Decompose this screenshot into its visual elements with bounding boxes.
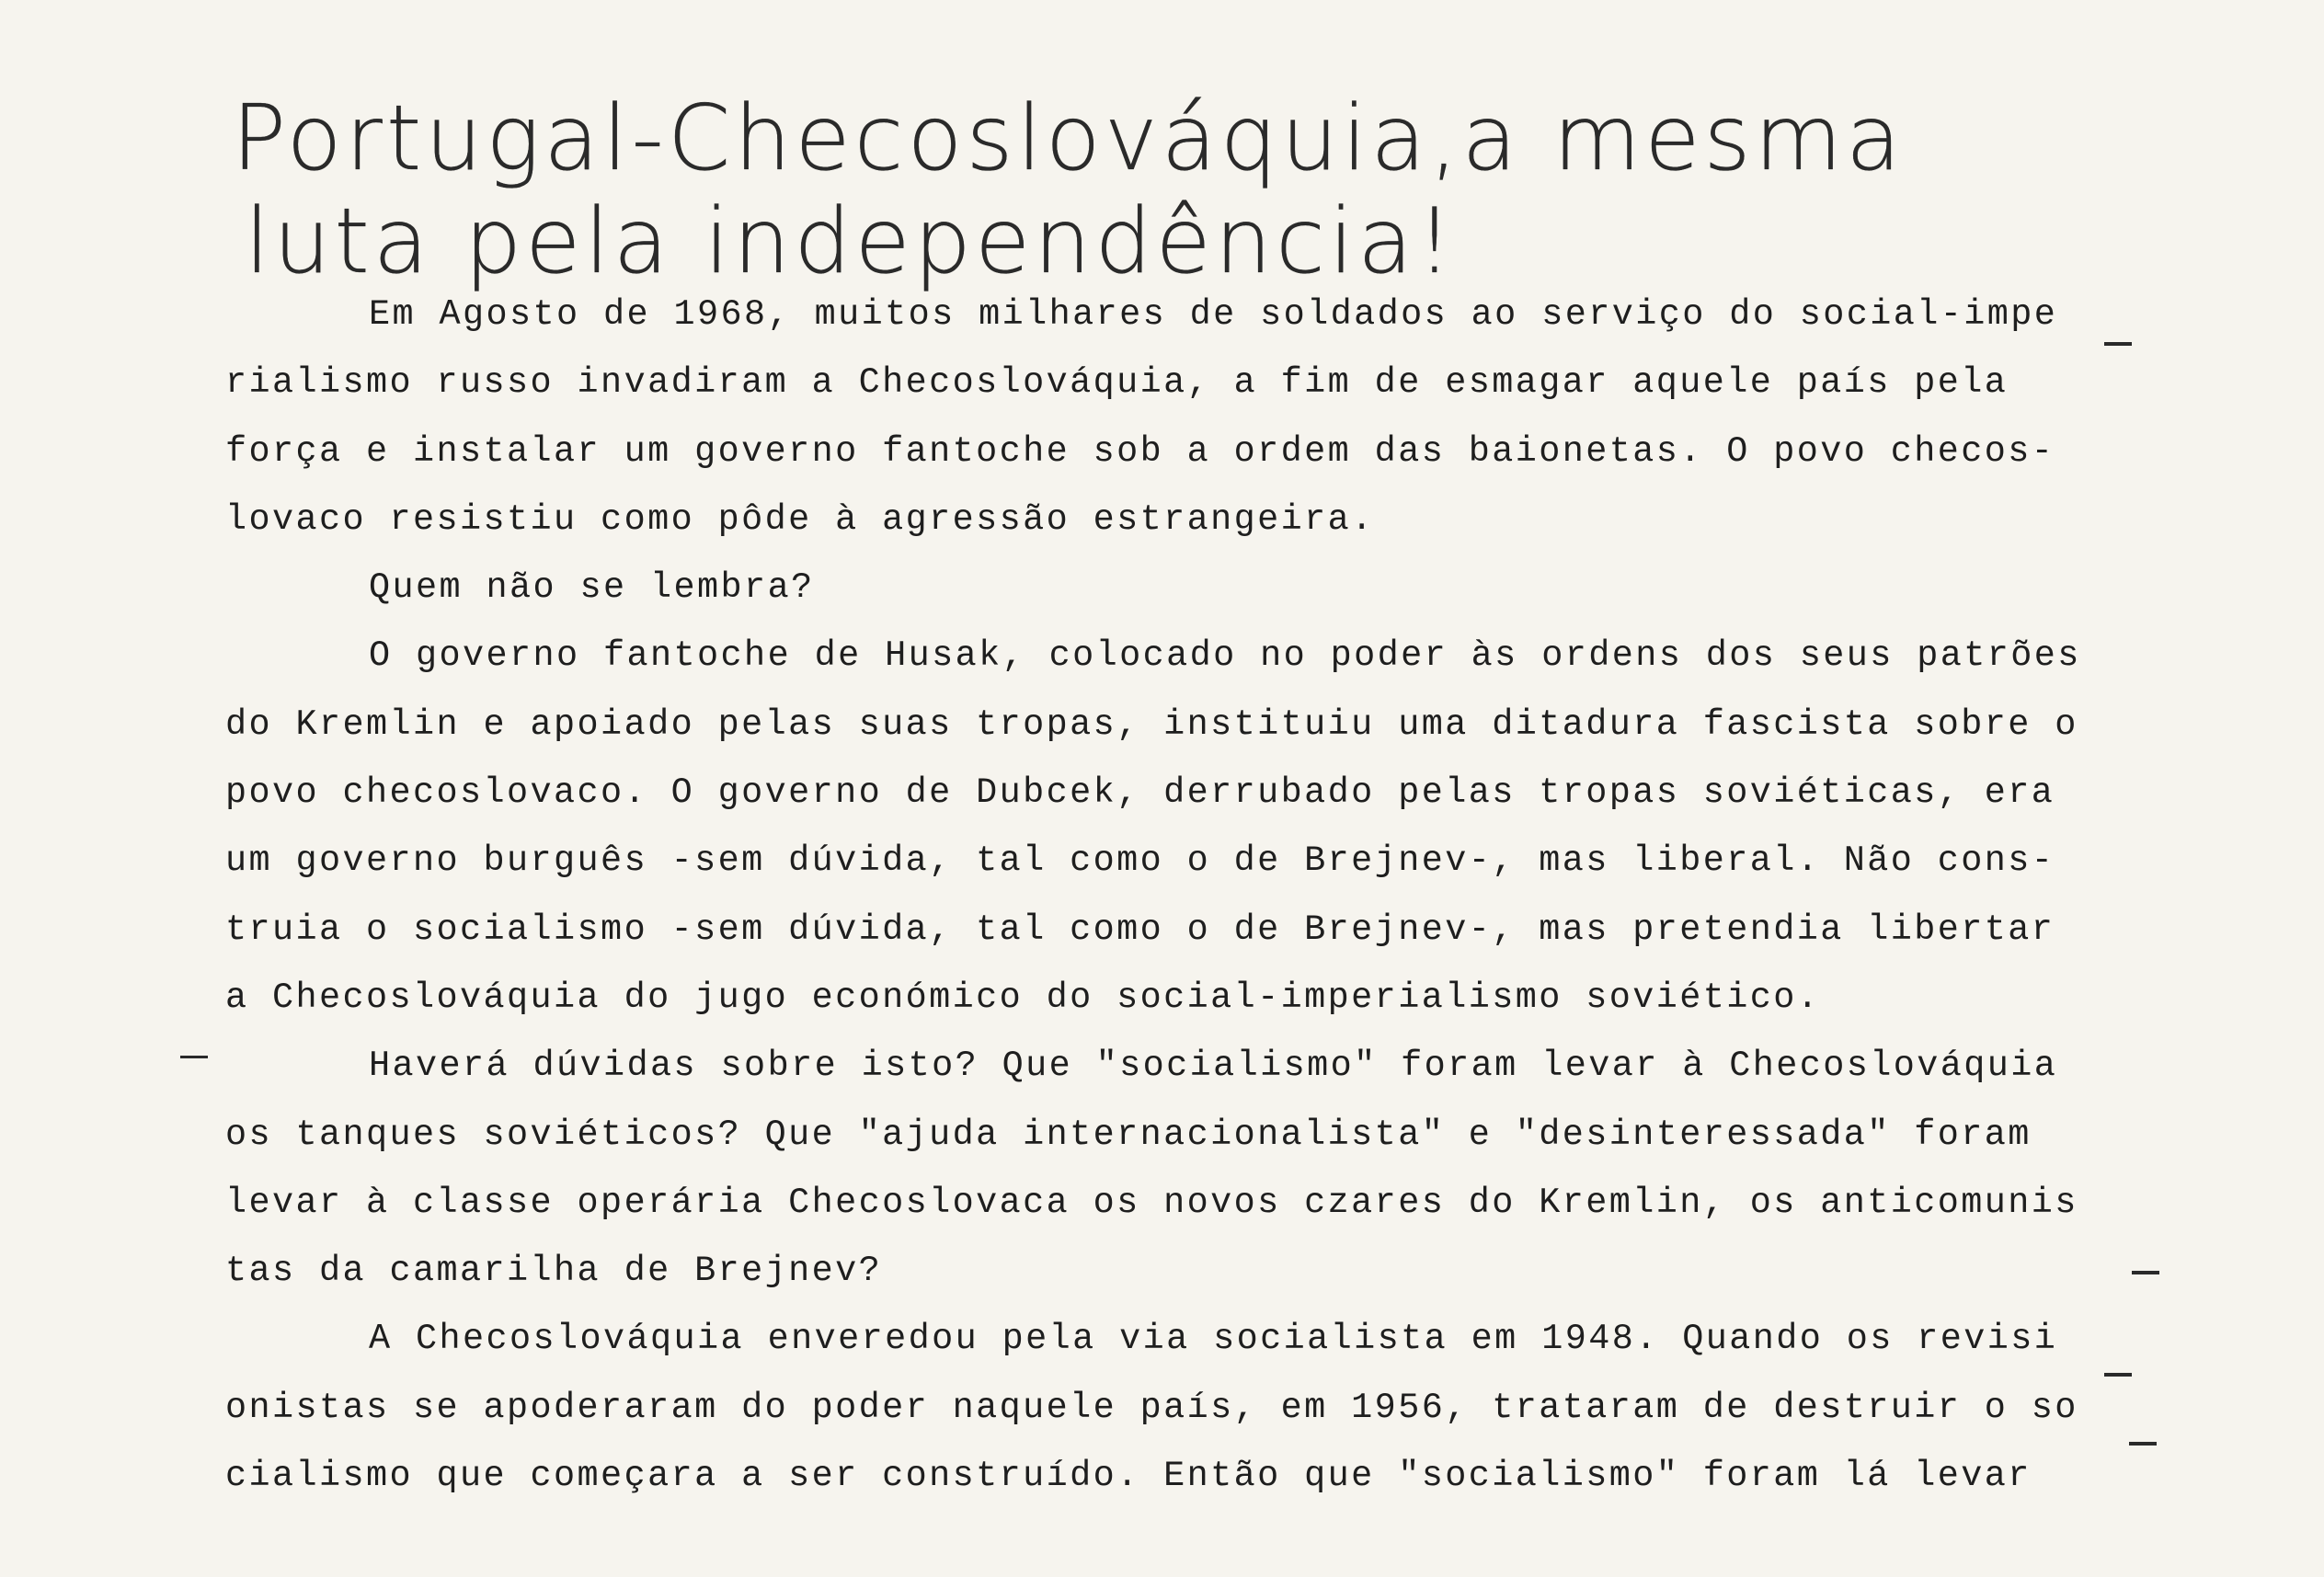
- document-body: [225, 280, 2166, 1510]
- title-line-1: Portugal-Checoslováquia,a mesma: [232, 86, 1906, 191]
- body-line: levar à classe operária Checoslovaca os novos czares do Kremlin, os anticomunis: [225, 1182, 2078, 1223]
- body-line: Haverá dúvidas sobre isto? Que "socialismo" foram levar à Checoslováquia: [369, 1046, 2058, 1087]
- body-line: a Checoslováquia do jugo económico do social-imperialismo soviético.: [225, 977, 1821, 1018]
- document-title: [232, 87, 1979, 293]
- hyphenation-underline-mark: [2132, 1271, 2159, 1274]
- body-line: povo checoslovaco. O governo de Dubcek, derrubado pelas tropas soviéticas, era: [225, 772, 2055, 814]
- body-line: do Kremlin e apoiado pelas suas tropas, instituiu uma ditadura fascista sobre o: [225, 703, 2078, 745]
- margin-dash-mark: [180, 1056, 208, 1058]
- body-line: os tanques soviéticos? Que "ajuda internacionalista" e "desinteressada" foram: [225, 1114, 2032, 1155]
- hyphenation-underline-mark: [2129, 1442, 2157, 1446]
- body-line: O governo fantoche de Husak, colocado no poder às ordens dos seus patrões: [369, 635, 2081, 677]
- body-line: cialismo que começara a ser construído. Então que "socialismo" foram lá levar: [225, 1456, 2032, 1497]
- hyphenation-underline-mark: [2104, 342, 2132, 346]
- body-line: onistas se apoderaram do poder naquele país, em 1956, trataram de destruir o so: [225, 1387, 2078, 1428]
- body-line: Quem não se lembra?: [369, 567, 815, 609]
- title-line-2: luta pela independência!: [245, 189, 1457, 294]
- body-line: Em Agosto de 1968, muitos milhares de soldados ao serviço do social-impe: [369, 294, 2058, 335]
- body-line: lovaco resistiu como pôde à agressão estrangeira.: [225, 498, 1375, 540]
- body-line: força e instalar um governo fantoche sob a ordem das baionetas. O povo checos-: [225, 430, 2055, 472]
- hyphenation-underline-mark: [2104, 1373, 2132, 1377]
- body-line: A Checoslováquia enveredou pela via socialista em 1948. Quando os revisi: [369, 1319, 2058, 1360]
- body-line: truia o socialismo -sem dúvida, tal como o de Brejnev-, mas pretendia libertar: [225, 908, 2055, 950]
- body-line: um governo burguês -sem dúvida, tal como o de Brejnev-, mas liberal. Não cons-: [225, 840, 2055, 882]
- body-line: tas da camarilha de Brejnev?: [225, 1251, 883, 1292]
- body-line: rialismo russo invadiram a Checoslováquia, a fim de esmagar aquele país pela: [225, 362, 2009, 404]
